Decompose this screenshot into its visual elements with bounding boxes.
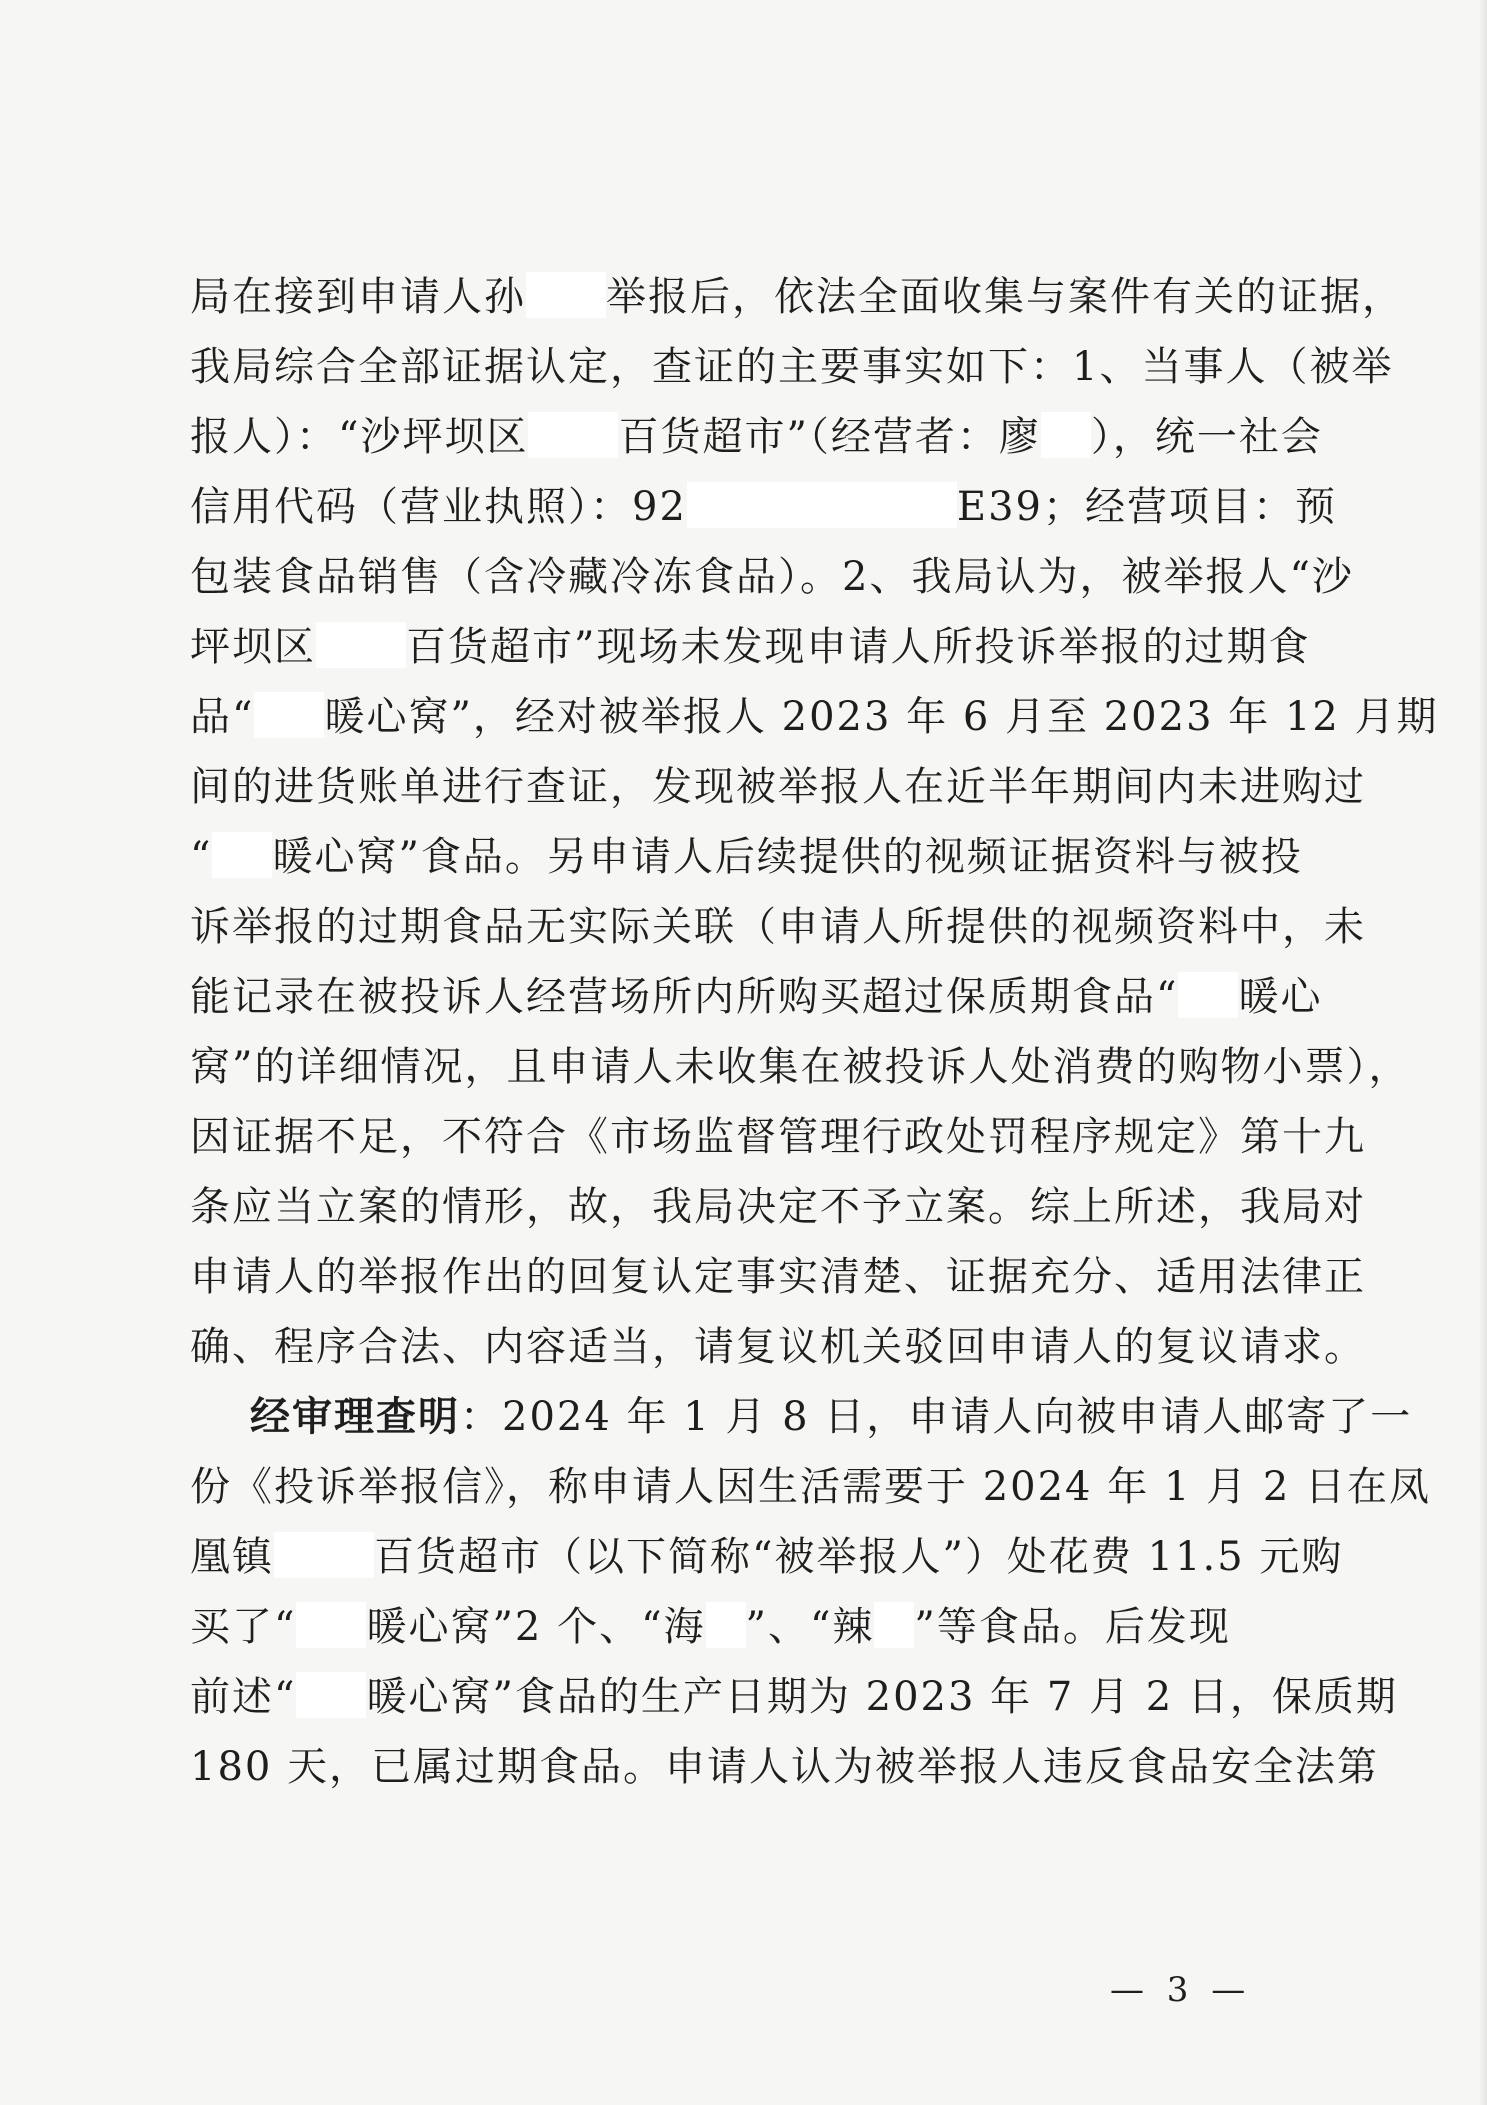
text-line: 报人）：“沙坪坝区 百货超市”（经营者：廖 ），统一社会 <box>190 414 1323 460</box>
text-line: 买了“ 暖心窝”2 个、“海 ”、“辣 ”等食品。后发现 <box>190 1604 1231 1650</box>
redaction-box <box>1178 972 1238 1018</box>
text-line: 局在接到申请人孙 举报后，依法全面收集与案件有关的证据， <box>190 274 1404 320</box>
text-line: 确、程序合法、内容适当，请复议机关驳回申请人的复议请求。 <box>190 1324 1366 1370</box>
text-line: 经审理查明：2024 年 1 月 8 日，申请人向被申请人邮寄了一 <box>250 1394 1413 1440</box>
text-line: 因证据不足，不符合《市场监督管理行政处罚程序规定》第十九 <box>190 1114 1366 1160</box>
redaction-box <box>1041 412 1091 458</box>
redaction-box <box>874 1602 914 1648</box>
text-line: 坪坝区 百货超市”现场未发现申请人所投诉举报的过期食 <box>190 624 1311 670</box>
text-line: 包装食品销售（含冷藏冷冻食品）。2、我局认为，被举报人“沙 <box>190 554 1354 600</box>
text-line: 间的进货账单进行查证，发现被举报人在近半年期间内未进购过 <box>190 764 1366 810</box>
redaction-box <box>274 1532 374 1578</box>
redaction-box <box>526 272 606 318</box>
text-line: 180 天，已属过期食品。申请人认为被举报人违反食品安全法第 <box>190 1744 1380 1790</box>
redaction-box <box>528 412 618 458</box>
redaction-box <box>706 1602 746 1648</box>
text-line: 我局综合全部证据认定，查证的主要事实如下：1、当事人（被举 <box>190 344 1394 390</box>
text-line: 品“ 暖心窝”，经对被举报人 2023 年 6 月至 2023 年 12 月期 <box>190 694 1439 740</box>
text-line: 能记录在被投诉人经营场所内所购买超过保质期食品“ 暖心 <box>190 974 1323 1020</box>
text-line: 窝”的详细情况，且申请人未收集在被投诉人处消费的购物小票）， <box>190 1044 1411 1090</box>
body-text <box>190 262 1439 1802</box>
redaction-box <box>687 482 957 528</box>
scan-edge-shadow <box>1479 0 1487 2105</box>
text-line: 份《投诉举报信》，称申请人因生活需要于 2024 年 1 月 2 日在凤 <box>190 1464 1431 1510</box>
page-number: — 3 — <box>1110 1970 1252 2010</box>
redaction-box <box>254 692 324 738</box>
text-line: 诉举报的过期食品无实际关联（申请人所提供的视频资料中，未 <box>190 904 1366 950</box>
text-line: 前述“ 暖心窝”食品的生产日期为 2023 年 7 月 2 日，保质期 <box>190 1674 1398 1720</box>
redaction-box <box>316 622 406 668</box>
redaction-box <box>296 1602 366 1648</box>
text-line: 凰镇 百货超市（以下简称“被举报人”）处花费 11.5 元购 <box>190 1534 1344 1580</box>
text-line: 信用代码（营业执照）：92 E39；经营项目：预 <box>190 484 1338 530</box>
redaction-box <box>212 832 272 878</box>
redaction-box <box>296 1672 366 1718</box>
text-line: “ 暖心窝”食品。另申请人后续提供的视频证据资料与被投 <box>190 834 1303 880</box>
section-heading: 经审理查明 <box>250 1394 460 1440</box>
text-line: 条应当立案的情形，故，我局决定不予立案。综上所述，我局对 <box>190 1184 1366 1230</box>
text-line: 申请人的举报作出的回复认定事实清楚、证据充分、适用法律正 <box>190 1254 1366 1300</box>
